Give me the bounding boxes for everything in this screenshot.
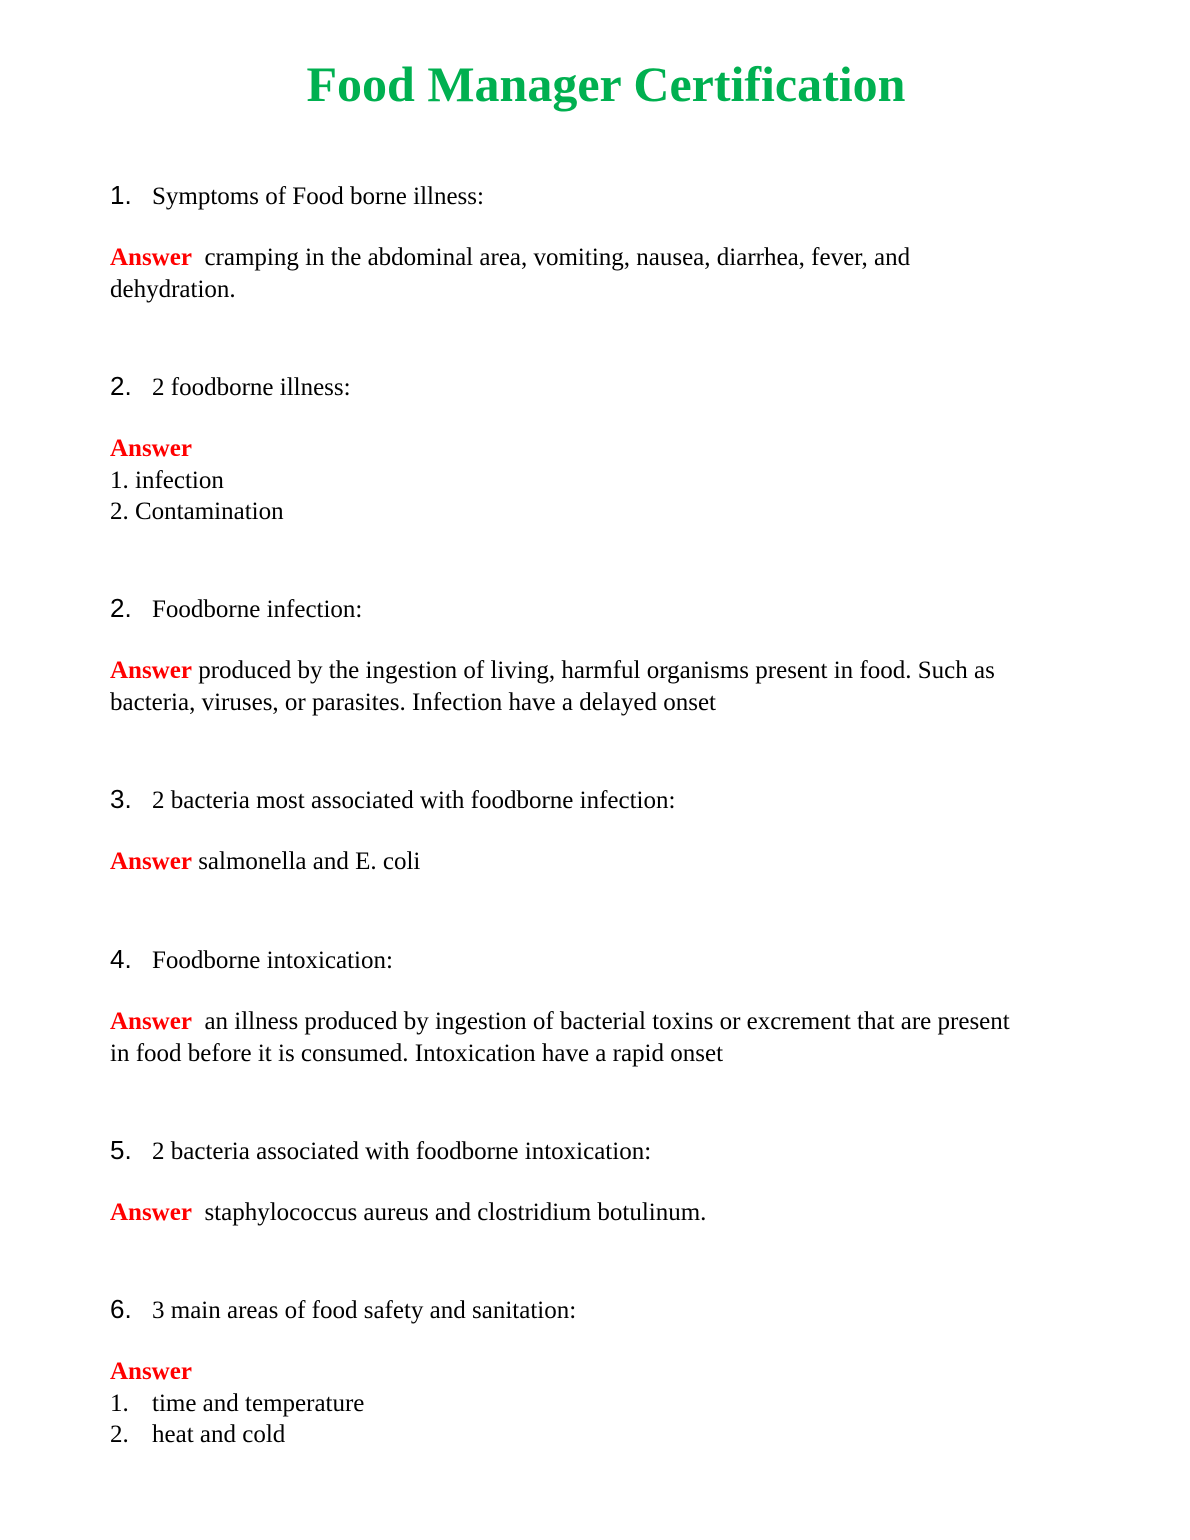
answer-text: salmonella and E. coli — [198, 848, 421, 875]
answer-5 — [110, 1006, 1100, 1069]
answer-text: an illness produced by ingestion of bacterial toxins or excrement that are present — [204, 1008, 1010, 1035]
question-text: Symptoms of Food borne illness: — [152, 183, 484, 210]
answer-text: staphylococcus aureus and clostridium botulinum. — [204, 1199, 707, 1226]
question-text: 2 bacteria most associated with foodborne infection: — [152, 787, 676, 814]
answer-text-continued: bacteria, viruses, or parasites. Infection have a delayed onset — [110, 688, 716, 716]
answer-list-item — [110, 1419, 1100, 1451]
answer-text: produced by the ingestion of living, harmful organisms present in food. Such as — [198, 657, 995, 684]
question-text: 2 bacteria associated with foodborne intoxication: — [152, 1138, 652, 1165]
answer-6 — [110, 1197, 1100, 1229]
question-7 — [110, 1294, 576, 1326]
answer-label: Answer — [110, 244, 192, 271]
answer-7 — [110, 1356, 1100, 1451]
answer-text-continued: in food before it is consumed. Intoxication have a rapid onset — [110, 1039, 724, 1067]
answer-text: cramping in the abdominal area, vomiting, nausea, diarrhea, fever, and — [204, 244, 911, 271]
question-5 — [110, 944, 393, 976]
answer-1 — [110, 242, 1100, 305]
question-number: 2. — [110, 593, 132, 623]
question-text: Foodborne intoxication: — [152, 947, 393, 974]
answer-list-item: 1. infection — [110, 466, 224, 494]
question-6 — [110, 1135, 651, 1167]
list-item-text: heat and cold — [152, 1421, 286, 1448]
answer-label: Answer — [110, 435, 192, 462]
answer-list-item: 2. Contamination — [110, 498, 284, 525]
answer-label: Answer — [110, 1358, 192, 1385]
answer-label: Answer — [110, 1199, 192, 1226]
answer-4 — [110, 846, 1100, 878]
question-number: 3. — [110, 784, 132, 814]
question-number: 1. — [110, 180, 132, 210]
list-item-text: time and temperature — [152, 1389, 365, 1417]
question-number: 4. — [110, 944, 132, 974]
page-title: Food Manager Certification — [306, 56, 906, 112]
list-item-number: 1. — [110, 1389, 129, 1417]
answer-list-item — [110, 1388, 1100, 1420]
answer-text-continued: dehydration. — [110, 275, 236, 303]
question-text: 2 foodborne illness: — [152, 374, 351, 401]
question-2 — [110, 371, 351, 403]
answer-3 — [110, 655, 1100, 718]
question-4 — [110, 784, 675, 816]
answer-label: Answer — [110, 1008, 192, 1035]
question-number: 2. — [110, 371, 132, 401]
answer-label: Answer — [110, 657, 192, 684]
question-number: 5. — [110, 1135, 132, 1165]
question-text: Foodborne infection: — [152, 596, 363, 623]
answer-label: Answer — [110, 848, 192, 875]
answer-2 — [110, 433, 1100, 528]
question-1 — [110, 180, 484, 212]
list-item-number: 2. — [110, 1421, 129, 1448]
question-3 — [110, 593, 362, 625]
question-number: 6. — [110, 1294, 132, 1324]
question-text: 3 main areas of food safety and sanitation: — [152, 1297, 577, 1324]
